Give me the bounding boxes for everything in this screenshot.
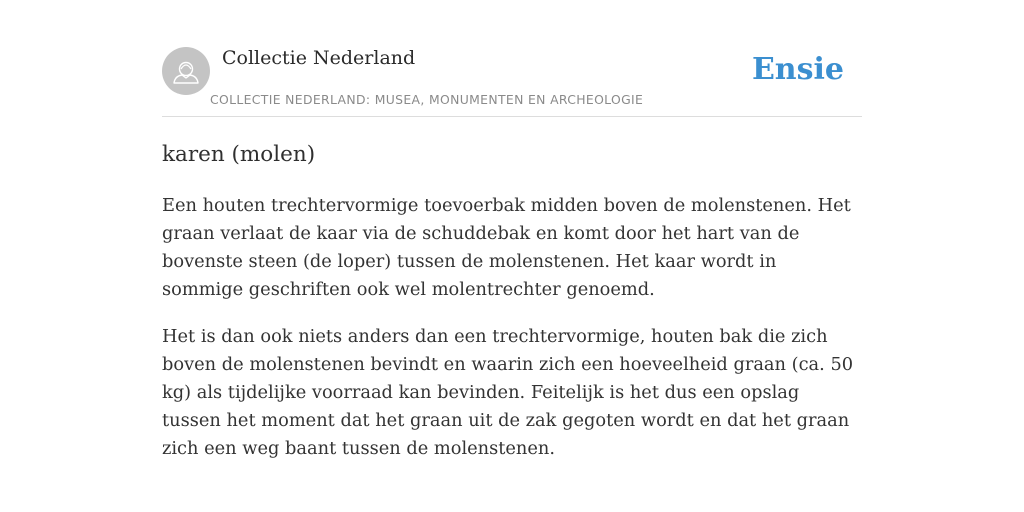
person-silhouette-icon (162, 47, 210, 95)
author-avatar[interactable] (162, 47, 210, 95)
entry-title: karen (molen) (162, 142, 316, 167)
entry-paragraph: Een houten trechtervormige toevoerbak midden boven de molenstenen. Het graan verlaat de kaar via de schuddebak en komt door het hart van de bovenste steen (de loper) tussen de molenstenen. Het kaar wordt in sommige geschriften ook wel molentrechter genoemd. (162, 195, 851, 300)
author-description: COLLECTIE NEDERLAND: MUSEA, MONUMENTEN EN ARCHEOLOGIE (210, 92, 644, 107)
author-header (162, 46, 862, 117)
brand-logo[interactable]: Ensie (751, 52, 844, 87)
entry-paragraph: Het is dan ook niets anders dan een trechtervormige, houten bak die zich boven de molenstenen bevindt en waarin zich een hoeveelheid graan (ca. 50 kg) als tijdelijke voorraad kan bevinden. Feitelijk is het dus een opslag tussen het moment dat het graan uit de zak gegoten wordt en dat het graan zich een weg baant tussen de molenstenen. (162, 326, 854, 459)
author-name[interactable]: Collectie Nederland (222, 47, 416, 69)
entry-body (162, 192, 862, 482)
